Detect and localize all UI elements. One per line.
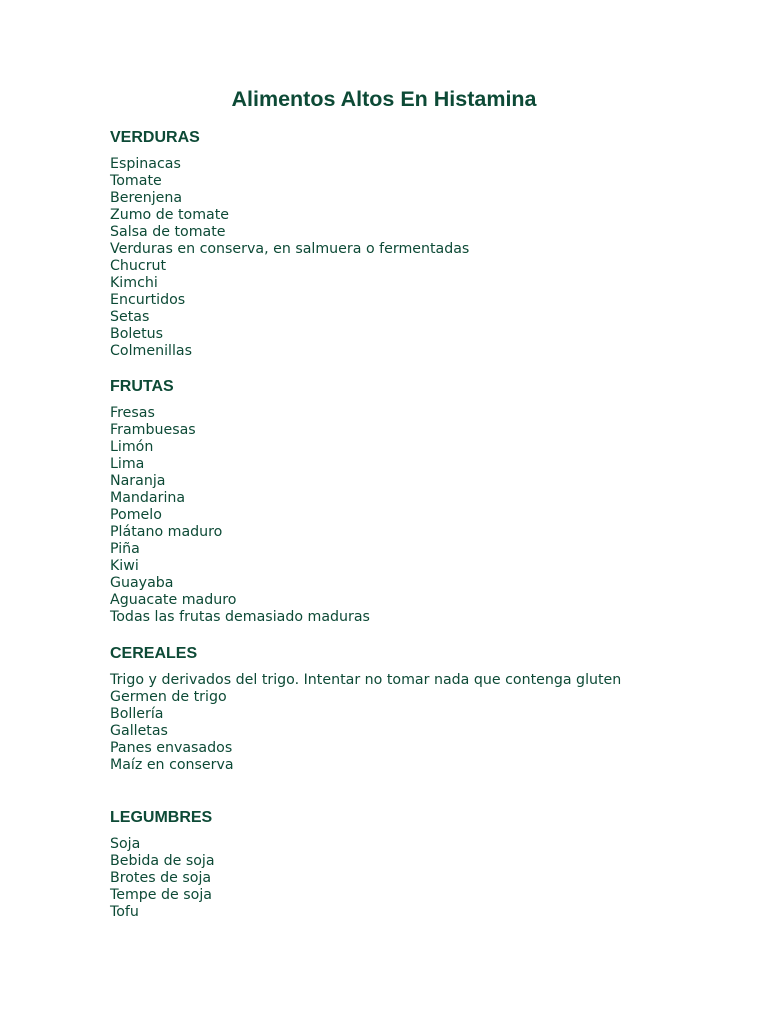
list-item: Frambuesas [110, 422, 196, 438]
list-item: Trigo y derivados del trigo. Intentar no tomar nada que contenga gluten [110, 672, 622, 688]
list-item: Soja [110, 836, 141, 852]
list-item: Berenjena [110, 190, 183, 206]
list-item: Panes envasados [110, 740, 233, 756]
list-item: Bollería [110, 706, 164, 722]
section-heading: LEGUMBRES [110, 809, 213, 826]
list-item: Germen de trigo [110, 689, 227, 705]
list-item: Galletas [110, 723, 168, 739]
document-title: Alimentos Altos En Histamina [231, 87, 537, 111]
list-item: Tomate [110, 173, 162, 189]
list-item: Boletus [110, 326, 164, 342]
list-item: Piña [110, 541, 140, 557]
list-item: Brotes de soja [110, 870, 212, 886]
section-heading: FRUTAS [110, 378, 174, 395]
food-list [110, 836, 650, 921]
list-item: Naranja [110, 473, 166, 489]
section-heading: VERDURAS [110, 129, 200, 146]
list-item: Tempe de soja [110, 887, 212, 903]
list-item: Bebida de soja [110, 853, 215, 869]
list-item: Maíz en conserva [110, 757, 234, 773]
list-item: Espinacas [110, 156, 181, 172]
section-cereales [110, 644, 650, 774]
list-item: Salsa de tomate [110, 224, 226, 240]
list-item: Aguacate maduro [110, 592, 237, 608]
list-item: Pomelo [110, 507, 162, 523]
list-item: Verduras en conserva, en salmuera o fermentadas [110, 241, 470, 257]
list-item: Kiwi [110, 558, 139, 574]
section-heading: CEREALES [110, 645, 198, 662]
food-list [110, 672, 650, 774]
section-legumbres [110, 808, 650, 921]
list-item: Todas las frutas demasiado maduras [110, 609, 370, 625]
list-item: Plátano maduro [110, 524, 223, 540]
food-list [110, 405, 650, 626]
list-item: Lima [110, 456, 145, 472]
list-item: Encurtidos [110, 292, 186, 308]
list-item: Fresas [110, 405, 155, 421]
food-list [110, 156, 650, 360]
section-frutas [110, 377, 650, 626]
list-item: Tofu [110, 904, 139, 920]
section-verduras [110, 128, 650, 360]
list-item: Kimchi [110, 275, 158, 291]
list-item: Zumo de tomate [110, 207, 230, 223]
list-item: Limón [110, 439, 154, 455]
list-item: Chucrut [110, 258, 167, 274]
list-item: Colmenillas [110, 343, 192, 359]
list-item: Setas [110, 309, 150, 325]
list-item: Mandarina [110, 490, 186, 506]
list-item: Guayaba [110, 575, 174, 591]
